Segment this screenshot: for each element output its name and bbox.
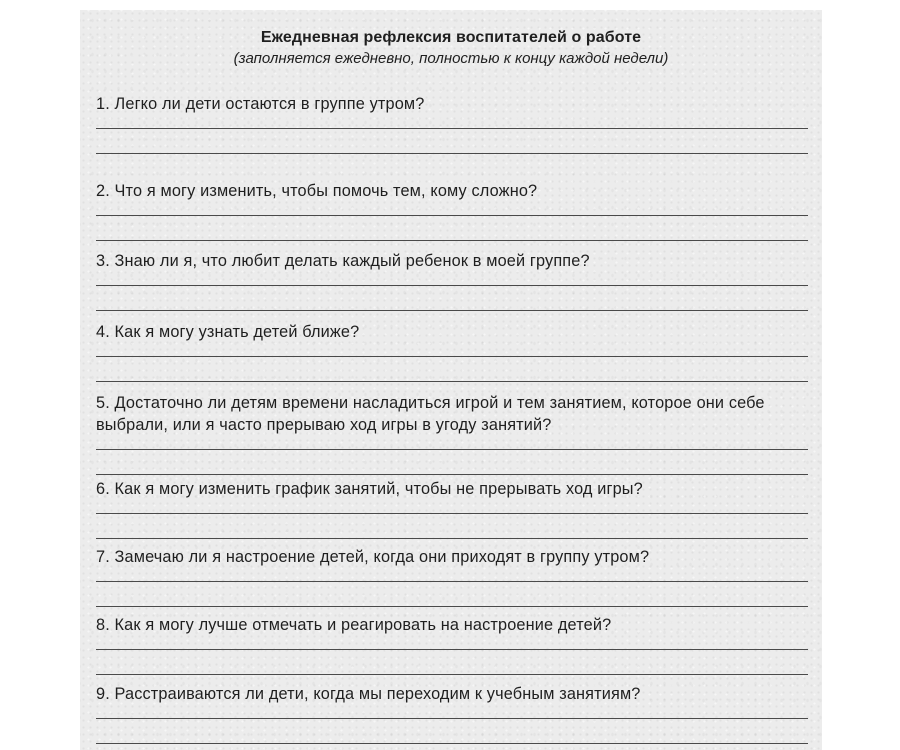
question-list [96, 93, 808, 744]
answer-line[interactable] [96, 513, 808, 514]
worksheet-header [80, 28, 822, 68]
question-text: 7. Замечаю ли я настроение детей, когда они приходят в группу утром? [96, 548, 650, 566]
worksheet-subtitle: (заполняется ежедневно, полностью к концу каждой недели) [233, 50, 669, 67]
question-item [96, 546, 808, 607]
answer-line[interactable] [96, 381, 808, 382]
question-text: 5. Достаточно ли детям времени насладиться игрой и тем занятием, которое они себе выбрали, или я часто прерываю ход игры в угоду занятий? [96, 394, 765, 434]
question-item [96, 93, 808, 154]
answer-line[interactable] [96, 674, 808, 675]
answer-line[interactable] [96, 581, 808, 582]
question-text: 6. Как я могу изменить график занятий, чтобы не прерывать ход игры? [96, 480, 643, 498]
question-item [96, 392, 808, 475]
question-item [96, 614, 808, 675]
question-text: 2. Что я могу изменить, чтобы помочь тем, кому сложно? [96, 182, 538, 200]
answer-line[interactable] [96, 215, 808, 216]
answer-line[interactable] [96, 449, 808, 450]
question-text: 8. Как я могу лучше отмечать и реагировать на настроение детей? [96, 616, 612, 634]
question-item [96, 321, 808, 382]
answer-line[interactable] [96, 474, 808, 475]
answer-line[interactable] [96, 538, 808, 539]
answer-line[interactable] [96, 285, 808, 286]
question-text: 1. Легко ли дети остаются в группе утром? [96, 95, 425, 113]
answer-line[interactable] [96, 153, 808, 154]
answer-line[interactable] [96, 356, 808, 357]
answer-line[interactable] [96, 649, 808, 650]
question-item [96, 478, 808, 539]
worksheet-title: Ежедневная рефлексия воспитателей о работе [260, 29, 642, 46]
answer-line[interactable] [96, 128, 808, 129]
answer-line[interactable] [96, 743, 808, 744]
question-text: 3. Знаю ли я, что любит делать каждый ребенок в моей группе? [96, 252, 590, 270]
question-text: 9. Расстраиваются ли дети, когда мы переходим к учебным занятиям? [96, 685, 641, 703]
question-item [96, 683, 808, 744]
answer-line[interactable] [96, 240, 808, 241]
question-text: 4. Как я могу узнать детей ближе? [96, 323, 360, 341]
answer-line[interactable] [96, 606, 808, 607]
answer-line[interactable] [96, 718, 808, 719]
answer-line[interactable] [96, 310, 808, 311]
question-item [96, 250, 808, 311]
worksheet-page [80, 10, 822, 750]
question-item [96, 180, 808, 241]
